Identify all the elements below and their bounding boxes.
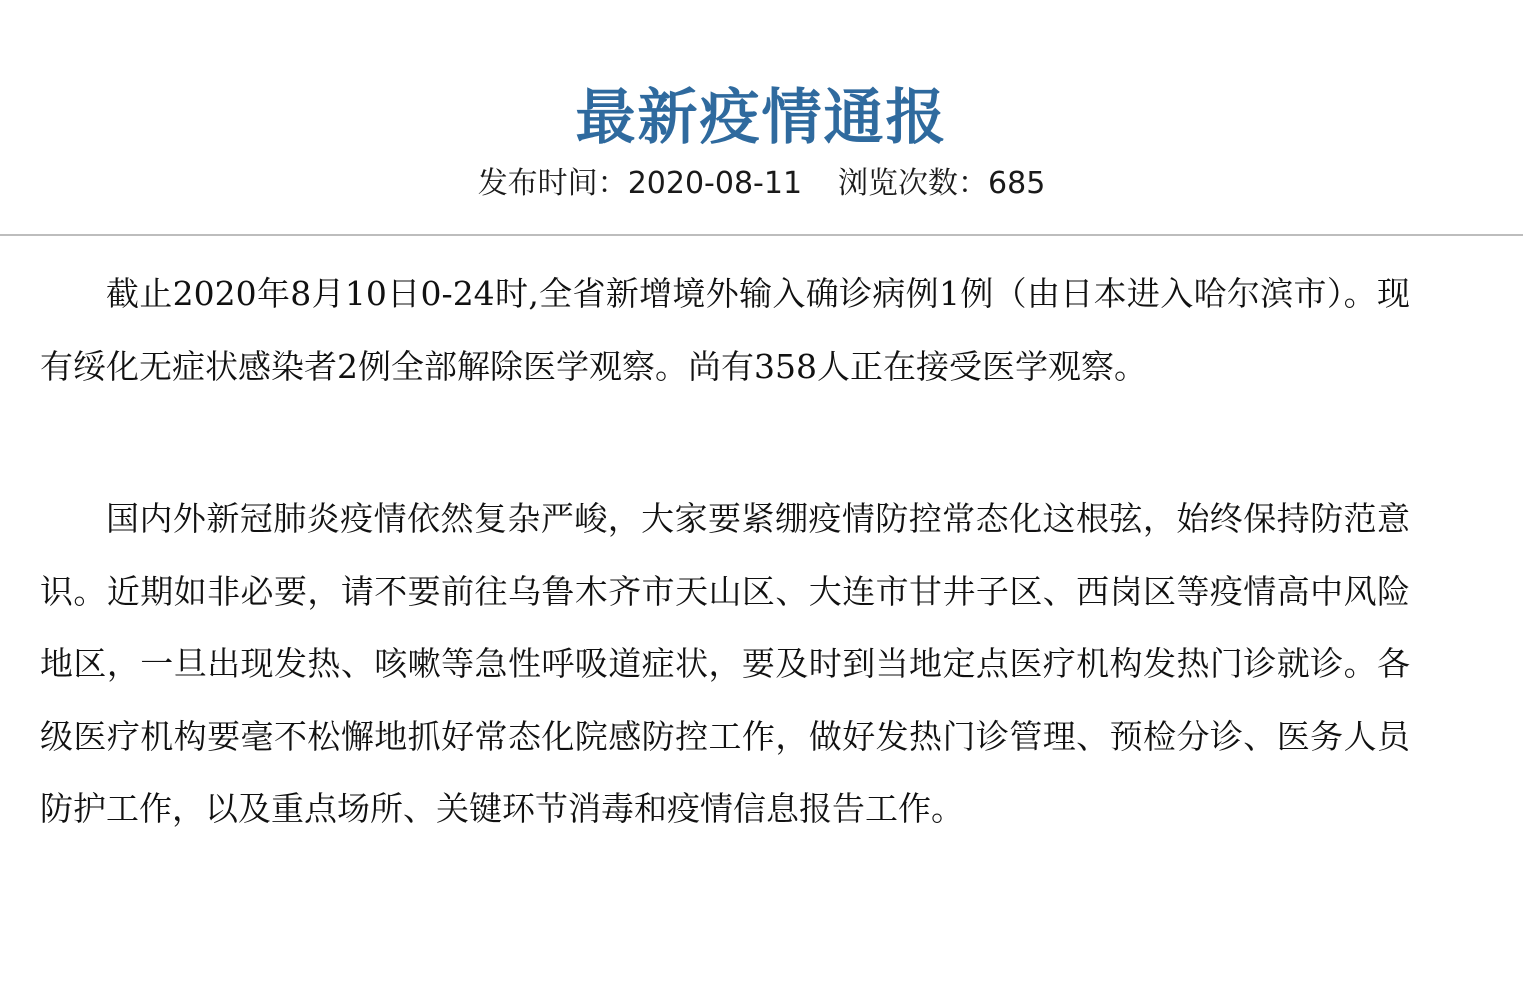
publish-label: 发布时间： <box>477 166 628 201</box>
article-meta <box>0 162 1523 206</box>
paragraph-2: 国内外新冠肺炎疫情依然复杂严峻，大家要紧绷疫情防控常态化这根弦，始终保持防范意识。近期如非必要，请不要前往乌鲁木齐市天山区、大连市甘井子区、西岗区等疫情高中风险地区，一旦出现发热、咳嗽等急性呼吸道症状，要及时到当地定点医疗机构发热门诊就诊。各级医疗机构要毫不松懈地抓好常态化院感防控工作，做好发热门诊管理、预检分诊、医务人员防护工作，以及重点场所、关键环节消毒和疫情信息报告工作。 <box>40 499 1410 828</box>
views-count: 685 <box>988 166 1046 201</box>
article-body <box>40 258 1410 846</box>
paragraph-1: 截止2020年8月10日0-24时,全省新增境外输入确诊病例1例（由日本进入哈尔滨市）。现有绥化无症状感染者2例全部解除医学观察。尚有358人正在接受医学观察。 <box>40 274 1410 386</box>
publish-date: 2020-08-11 <box>627 166 803 201</box>
views-label: 浏览次数： <box>838 166 989 201</box>
header-divider <box>0 234 1523 236</box>
page-title: 最新疫情通报 <box>575 83 948 154</box>
article-header <box>0 0 1523 236</box>
